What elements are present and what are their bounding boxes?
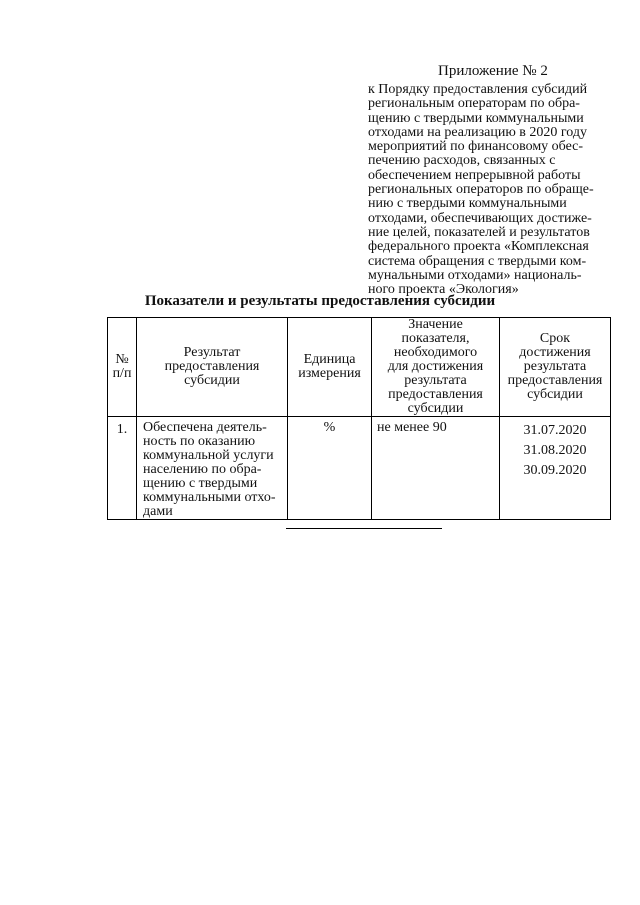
results-table [107, 317, 611, 520]
appendix-line: печению расходов, связанных с [368, 153, 556, 169]
term-date: 31.07.2020 [523, 423, 587, 438]
header-result: Результат предоставления субсидии [137, 318, 288, 417]
appendix-line: отходами на реализацию в 2020 году [368, 124, 588, 140]
appendix-line: региональных операторов по обраще- [368, 182, 594, 198]
row-number: 1. [108, 417, 137, 520]
closing-divider [286, 528, 442, 529]
table-row [108, 417, 611, 520]
appendix-line: обеспечением непрерывной работы [368, 167, 581, 183]
appendix-line: отходами, обеспечивающих достиже- [368, 210, 592, 226]
header-unit: Единица измерения [288, 318, 372, 417]
table-heading: Показатели и результаты предоставления субсидии [144, 293, 496, 309]
row-unit: % [288, 417, 372, 520]
appendix-title: Приложение № 2 [438, 63, 548, 79]
header-term: Срок достижения результата предоставления субсидии [500, 318, 611, 417]
row-value: не менее 90 [372, 417, 500, 520]
appendix-line: нию с твердыми коммунальными [368, 196, 567, 212]
row-terms [500, 417, 611, 520]
appendix-line: федерального проекта «Комплексная [368, 239, 589, 255]
term-date: 30.09.2020 [523, 463, 587, 478]
appendix-line: мунальными отходами» националь- [368, 267, 582, 283]
appendix-line: к Порядку предоставления субсидий [368, 82, 588, 97]
term-date: 31.08.2020 [523, 443, 587, 458]
row-result: Обеспечена деятель- ность по оказанию коммунальной услуги населению по обра- щению с твердыми коммунальными отхо- дами [137, 417, 288, 520]
appendix-line: ного проекта «Экология» [368, 282, 519, 298]
appendix-line: щению с твердыми коммунальными [368, 110, 584, 126]
table-header-row [108, 318, 611, 417]
header-number: № п/п [108, 318, 137, 417]
header-value: Значение показателя, необходимого для достижения результата предоставления субсидии [372, 318, 500, 417]
appendix-line: мероприятий по финансовому обес- [368, 139, 584, 155]
appendix-line: региональным операторам по обра- [368, 96, 580, 112]
appendix-line: ние целей, показателей и результатов [368, 224, 590, 240]
appendix-line: система обращения с твердыми ком- [368, 253, 587, 269]
appendix-description [368, 83, 618, 297]
